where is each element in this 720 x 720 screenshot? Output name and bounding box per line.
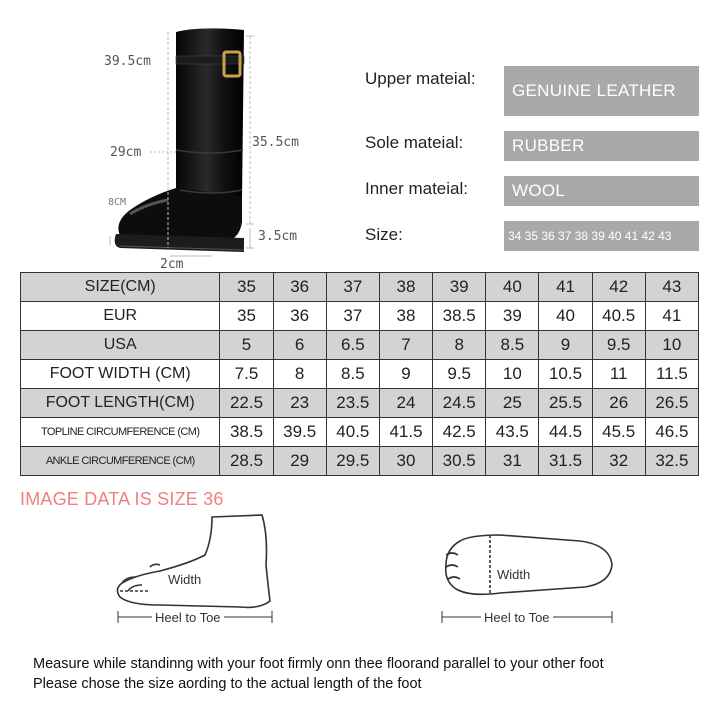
side-width-label: Width (168, 572, 202, 587)
foot-sole-view-icon (446, 535, 612, 595)
instruction-line-2: Please chose the size aording to the actual length of the foot (33, 676, 422, 692)
table-cell: 42 (592, 273, 645, 302)
size-label: Size: (365, 225, 403, 244)
table-cell: 8.5 (326, 360, 379, 389)
row-header: SIZE(CM) (21, 273, 220, 302)
table-row (21, 360, 699, 389)
row-header: FOOT WIDTH (CM) (21, 360, 220, 389)
sole-length-label: Heel to Toe (481, 610, 553, 625)
table-cell: 46.5 (645, 418, 698, 447)
sole-material-value: RUBBER (504, 131, 699, 161)
table-cell: 8 (433, 331, 486, 360)
table-cell: 44.5 (539, 418, 592, 447)
dim-top-height: 39.5cm (104, 54, 151, 69)
table-cell: 7.5 (220, 360, 273, 389)
table-cell: 38.5 (433, 302, 486, 331)
table-cell: 5 (220, 331, 273, 360)
table-cell: 7 (379, 331, 432, 360)
table-cell: 24.5 (433, 389, 486, 418)
row-header: EUR (21, 302, 220, 331)
side-length-label: Heel to Toe (152, 610, 224, 625)
table-cell: 31 (486, 447, 539, 476)
table-cell: 29.5 (326, 447, 379, 476)
table-cell: 10.5 (539, 360, 592, 389)
table-cell: 25 (486, 389, 539, 418)
sole-width-label: Width (497, 567, 531, 582)
table-cell: 37 (326, 273, 379, 302)
table-cell: 43.5 (486, 418, 539, 447)
table-cell: 23 (273, 389, 326, 418)
table-cell: 43 (645, 273, 698, 302)
table-cell: 22.5 (220, 389, 273, 418)
dim-platform: 3.5cm (258, 229, 298, 244)
table-cell: 30 (379, 447, 432, 476)
table-cell: 39 (486, 302, 539, 331)
table-cell: 39.5 (273, 418, 326, 447)
table-cell: 35 (220, 273, 273, 302)
row-header: USA (21, 331, 220, 360)
upper-material-label: Upper mateial: (365, 69, 476, 88)
table-cell: 41 (539, 273, 592, 302)
table-cell: 30.5 (433, 447, 486, 476)
table-cell: 36 (273, 273, 326, 302)
table-cell: 11.5 (645, 360, 698, 389)
table-cell: 26.5 (645, 389, 698, 418)
table-cell: 28.5 (220, 447, 273, 476)
table-cell: 9.5 (433, 360, 486, 389)
table-cell: 38.5 (220, 418, 273, 447)
dim-shaft-height: 35.5cm (252, 135, 299, 150)
table-cell: 41.5 (379, 418, 432, 447)
table-cell: 45.5 (592, 418, 645, 447)
table-cell: 29 (273, 447, 326, 476)
table-cell: 40 (539, 302, 592, 331)
table-cell: 37 (326, 302, 379, 331)
sole-material-label: Sole mateial: (365, 133, 464, 152)
table-row (21, 447, 699, 476)
table-cell: 36 (273, 302, 326, 331)
foot-diagrams (0, 505, 720, 635)
table-cell: 9 (379, 360, 432, 389)
table-cell: 39 (433, 273, 486, 302)
table-cell: 8 (273, 360, 326, 389)
table-cell: 40.5 (592, 302, 645, 331)
table-cell: 9 (539, 331, 592, 360)
foot-side-view-icon (117, 515, 270, 607)
inner-material-label: Inner mateial: (365, 179, 468, 198)
table-row (21, 302, 699, 331)
table-row (21, 273, 699, 302)
table-cell: 10 (486, 360, 539, 389)
table-cell: 8.5 (486, 331, 539, 360)
table-cell: 42.5 (433, 418, 486, 447)
table-cell: 40.5 (326, 418, 379, 447)
dim-heel: 2cm (160, 257, 184, 272)
table-cell: 6.5 (326, 331, 379, 360)
table-cell: 35 (220, 302, 273, 331)
table-cell: 10 (645, 331, 698, 360)
dim-ankle: 8CM (108, 197, 127, 208)
size-chart-table (20, 272, 699, 476)
instruction-line-1: Measure while standinng with your foot firmly onn thee floorand parallel to your other foot (33, 656, 604, 672)
size-range-value: 34 35 36 37 38 39 40 41 42 43 (504, 221, 699, 251)
row-header: ANKLE CIRCUMFERENCE (CM) (21, 447, 220, 476)
inner-material-value: WOOL (504, 176, 699, 206)
table-cell: 23.5 (326, 389, 379, 418)
row-header: TOPLINE CIRCUMFERENCE (CM) (21, 418, 220, 447)
table-row (21, 331, 699, 360)
dim-calf: 29cm (110, 145, 142, 160)
table-cell: 32 (592, 447, 645, 476)
table-cell: 25.5 (539, 389, 592, 418)
table-cell: 38 (379, 273, 432, 302)
table-cell: 38 (379, 302, 432, 331)
table-cell: 32.5 (645, 447, 698, 476)
table-cell: 40 (486, 273, 539, 302)
table-cell: 31.5 (539, 447, 592, 476)
table-cell: 41 (645, 302, 698, 331)
table-cell: 11 (592, 360, 645, 389)
table-row (21, 389, 699, 418)
row-header: FOOT LENGTH(CM) (21, 389, 220, 418)
table-cell: 26 (592, 389, 645, 418)
upper-material-value: GENUINE LEATHER (504, 66, 699, 116)
boot-illustration (0, 0, 340, 272)
image-data-note: IMAGE DATA IS SIZE 36 (20, 489, 224, 509)
table-row (21, 418, 699, 447)
table-cell: 24 (379, 389, 432, 418)
table-cell: 6 (273, 331, 326, 360)
table-cell: 9.5 (592, 331, 645, 360)
